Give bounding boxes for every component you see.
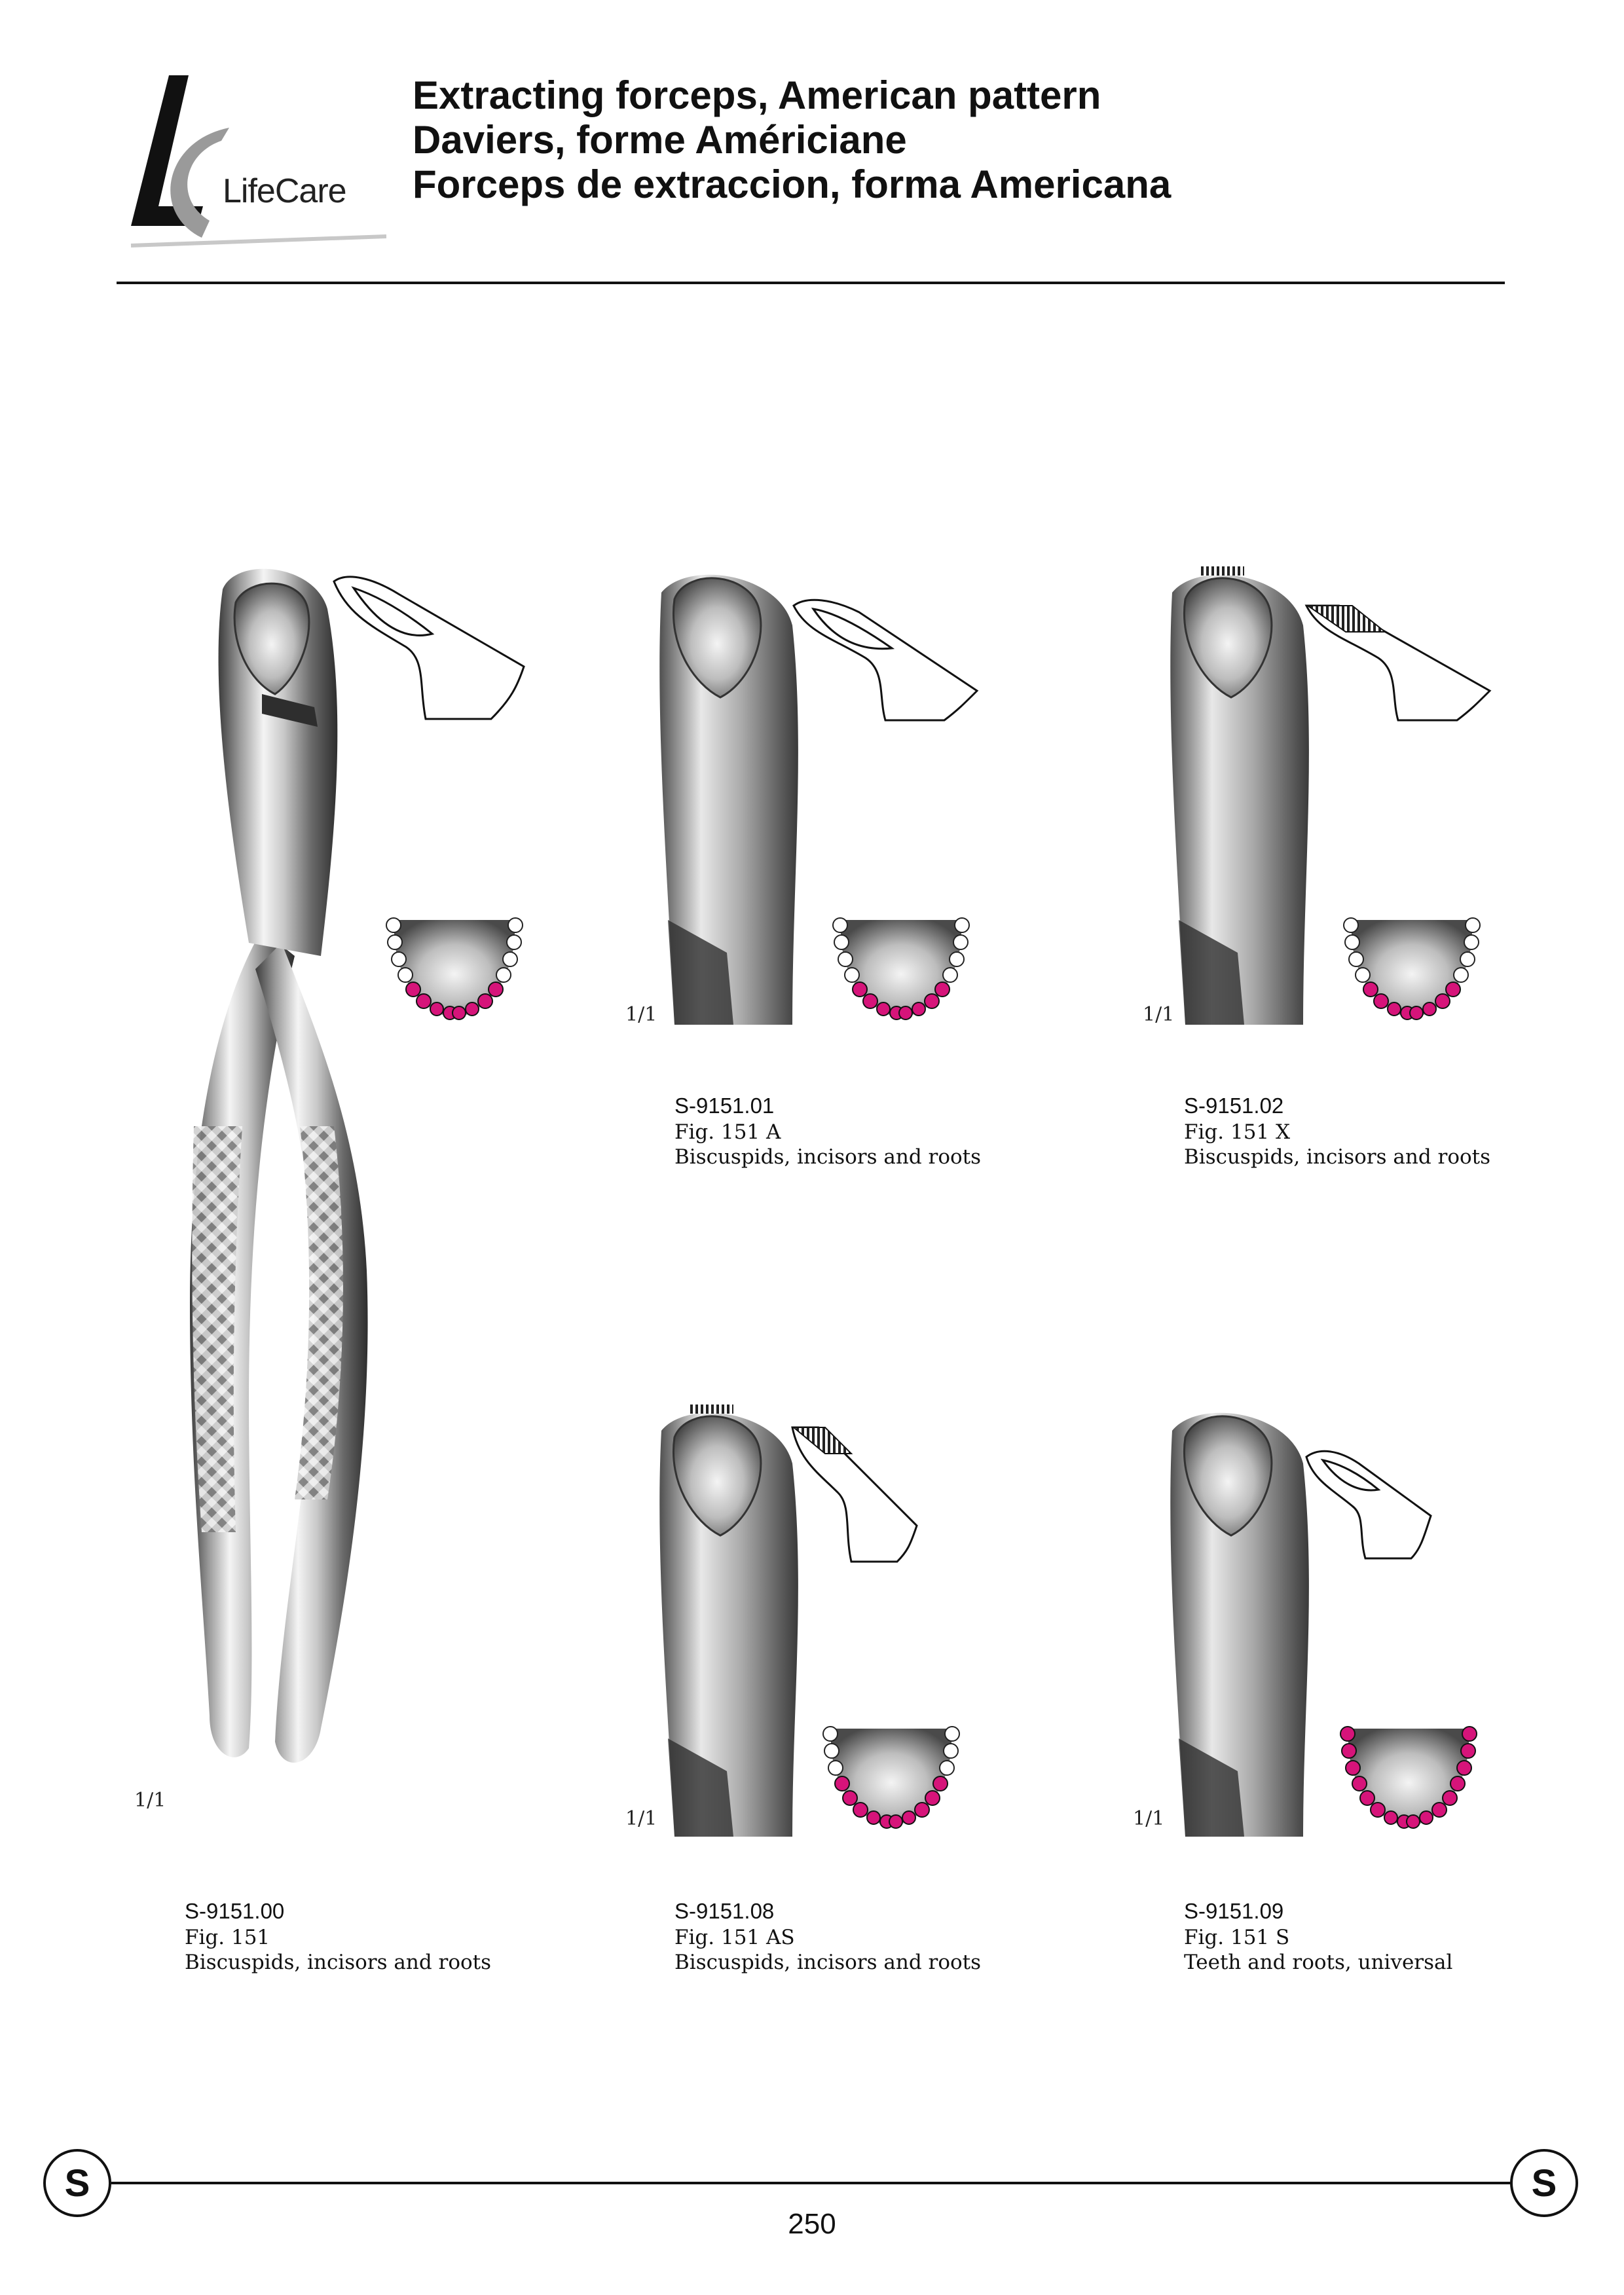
figure-number: Fig. 151 X xyxy=(1184,1120,1291,1144)
title-english: Extracting forceps, American pattern xyxy=(413,73,1101,117)
product-code: S-9151.02 xyxy=(1184,1093,1284,1118)
section-badge-right: S xyxy=(1510,2149,1578,2217)
figure-number: Fig. 151 AS xyxy=(674,1926,795,1949)
dental-arch-chart xyxy=(1336,1722,1481,1832)
footer-rule xyxy=(111,2182,1513,2184)
scale-label: 1/1 xyxy=(625,1807,657,1830)
product-code: S-9151.01 xyxy=(674,1093,775,1118)
header-rule xyxy=(117,282,1505,284)
dental-arch-chart xyxy=(819,1722,964,1832)
scale-label: 1/1 xyxy=(1133,1807,1165,1830)
figure-number: Fig. 151 S xyxy=(1184,1926,1290,1949)
jaw-profile-drawing xyxy=(1300,1444,1437,1562)
dental-arch-chart xyxy=(828,913,974,1023)
forceps-image-large xyxy=(151,550,426,1846)
dental-arch-chart xyxy=(1339,913,1485,1023)
product-caption xyxy=(1184,1898,1452,1975)
title-french: Daviers, forme Américiane xyxy=(413,118,907,162)
title-spanish: Forceps de extraccion, forma Americana xyxy=(413,162,1172,206)
scale-label: 1/1 xyxy=(134,1789,166,1812)
jaw-profile-drawing xyxy=(786,1421,923,1565)
figure-number: Fig. 151 xyxy=(185,1926,270,1949)
product-caption xyxy=(674,1092,981,1169)
jaw-profile-drawing xyxy=(321,568,537,725)
product-description: Teeth and roots, universal xyxy=(1184,1951,1453,1974)
lifecare-logo xyxy=(111,69,386,265)
product-code: S-9151.08 xyxy=(674,1899,775,1923)
page-heading xyxy=(413,73,1171,207)
product-caption xyxy=(1184,1092,1490,1169)
brand-name: LifeCare xyxy=(223,172,346,210)
scale-label: 1/1 xyxy=(1143,1003,1175,1026)
dental-arch-chart xyxy=(382,913,527,1023)
product-code: S-9151.00 xyxy=(185,1899,285,1923)
page-number: 250 xyxy=(788,2208,836,2240)
product-code: S-9151.09 xyxy=(1184,1899,1284,1923)
figure-number: Fig. 151 A xyxy=(674,1120,781,1144)
product-caption xyxy=(185,1898,491,1975)
product-caption xyxy=(674,1898,981,1975)
product-description: Biscuspids, incisors and roots xyxy=(185,1951,492,1974)
jaw-profile-drawing xyxy=(787,593,984,724)
product-description: Biscuspids, incisors and roots xyxy=(674,1951,982,1974)
product-description: Biscuspids, incisors and roots xyxy=(1184,1145,1491,1169)
section-badge-left: S xyxy=(43,2149,111,2217)
product-description: Biscuspids, incisors and roots xyxy=(674,1145,982,1169)
jaw-profile-drawing xyxy=(1300,593,1496,724)
scale-label: 1/1 xyxy=(625,1003,657,1026)
